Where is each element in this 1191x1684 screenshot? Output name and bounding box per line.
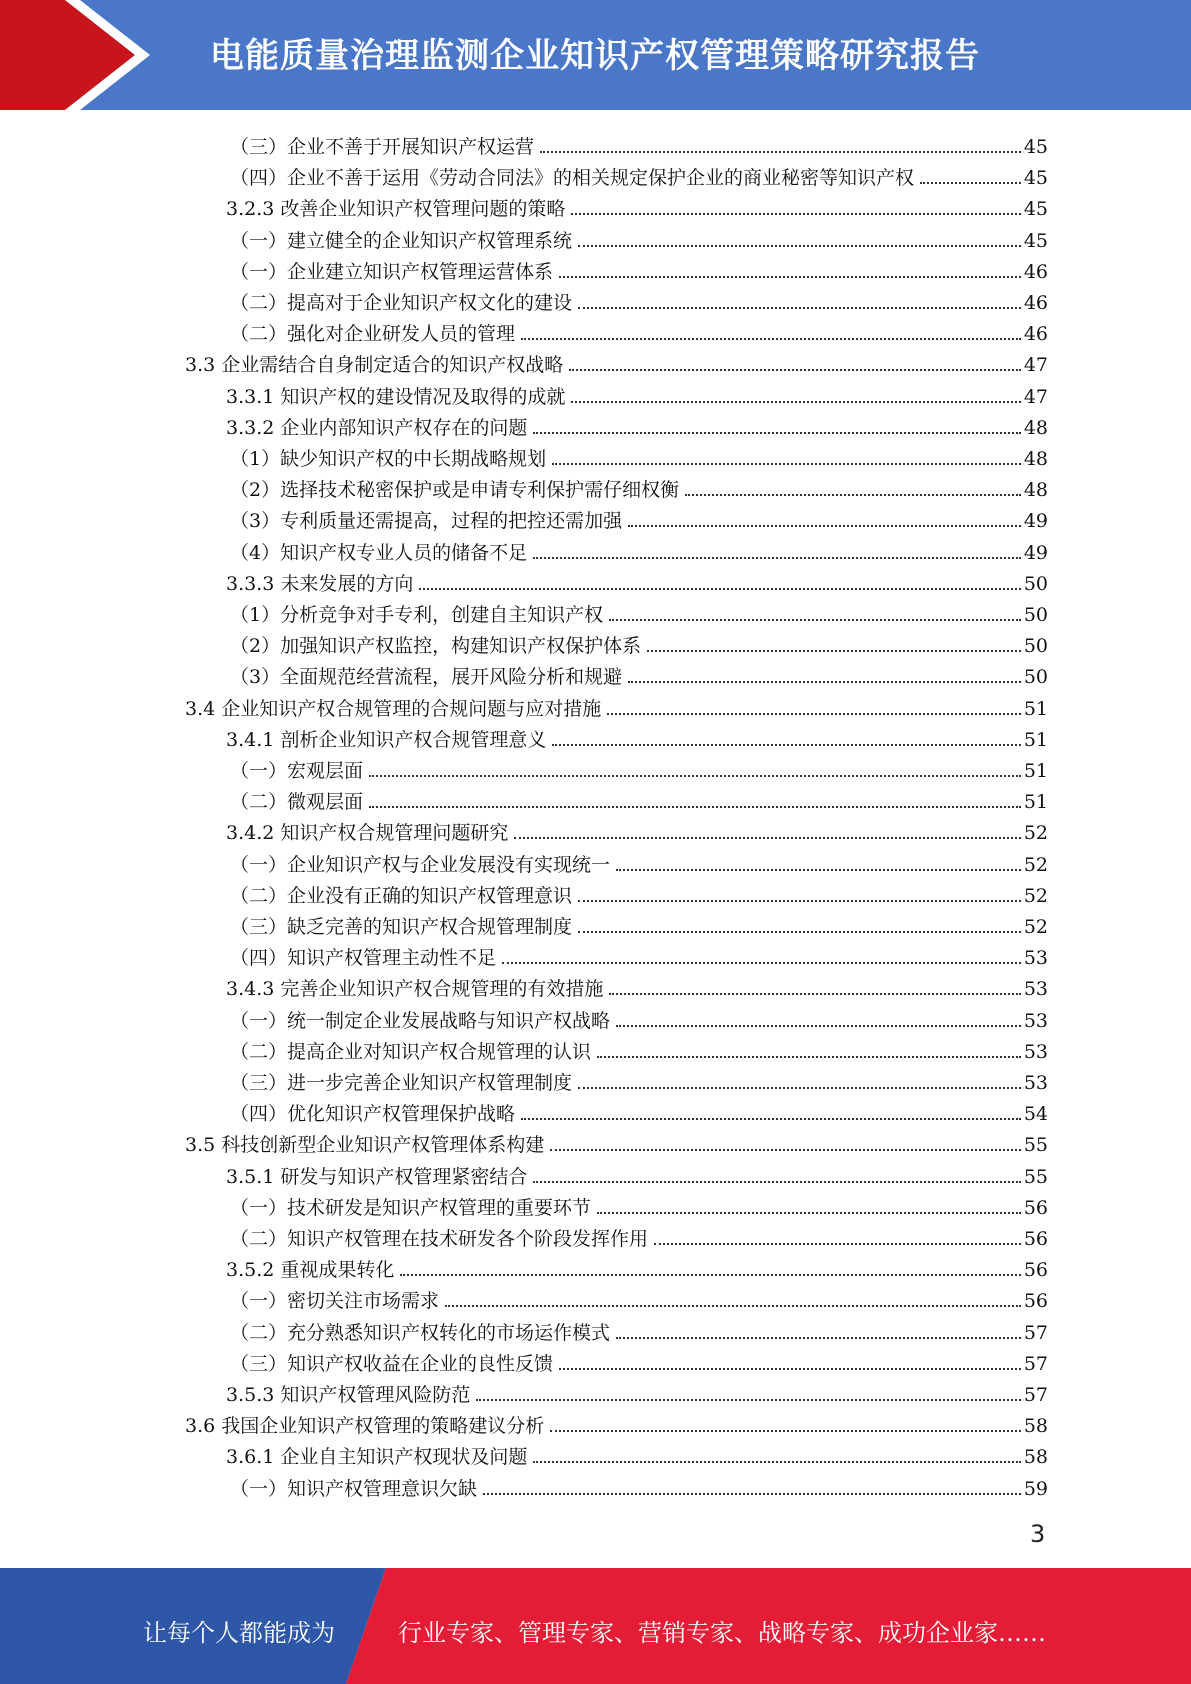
toc-entry-title: （一）宏观层面 xyxy=(230,760,364,782)
toc-dot-leader xyxy=(597,1056,1021,1058)
toc-entry-page: 48 xyxy=(1023,416,1048,439)
toc-dot-leader xyxy=(552,744,1020,746)
header-banner xyxy=(0,0,1191,110)
toc-entry-title: （三）进一步完善企业知识产权管理制度 xyxy=(230,1072,573,1094)
toc-entry[interactable] xyxy=(230,1002,1048,1033)
toc-entry[interactable] xyxy=(230,471,1048,502)
toc-entry-page: 50 xyxy=(1023,572,1048,595)
toc-dot-leader xyxy=(533,432,1020,434)
toc-entry[interactable] xyxy=(226,190,1048,221)
toc-entry-page: 48 xyxy=(1023,448,1048,470)
toc-entry[interactable] xyxy=(230,253,1048,284)
footer-slogan-left: 让每个人都能成为 xyxy=(143,1619,335,1647)
toc-entry-page: 55 xyxy=(1023,1165,1048,1188)
toc-entry-page: 51 xyxy=(1023,697,1048,720)
toc-entry-page: 52 xyxy=(1023,853,1048,876)
toc-dot-leader xyxy=(400,1274,1020,1276)
toc-dot-leader xyxy=(550,1430,1021,1432)
toc-entry[interactable] xyxy=(226,814,1048,845)
toc-dot-leader xyxy=(559,1368,1021,1370)
toc-dot-leader xyxy=(419,588,1020,590)
toc-dot-leader xyxy=(571,401,1020,403)
toc-dot-leader xyxy=(609,993,1020,995)
toc-dot-leader xyxy=(578,1087,1021,1089)
toc-entry-title: 3.4 企业知识产权合规管理的合规问题与应对措施 xyxy=(185,697,602,720)
toc-dot-leader xyxy=(578,245,1021,247)
toc-entry[interactable] xyxy=(230,1470,1048,1501)
toc-entry-title: 3.3.1 知识产权的建设情况及取得的成就 xyxy=(226,385,566,408)
toc-entry-page: 53 xyxy=(1023,1009,1048,1032)
toc-entry-title: （一）密切关注市场需求 xyxy=(230,1290,440,1313)
toc-entry[interactable] xyxy=(230,440,1048,471)
toc-entry-page: 51 xyxy=(1023,760,1048,782)
toc-entry-page: 45 xyxy=(1023,136,1048,158)
toc-entry-page: 53 xyxy=(1023,947,1048,970)
toc-entry-title: 3.4.2 知识产权合规管理问题研究 xyxy=(226,822,509,845)
toc-dot-leader xyxy=(533,1181,1020,1183)
toc-dot-leader xyxy=(597,1212,1021,1214)
toc-entry-page: 50 xyxy=(1023,666,1048,689)
toc-entry[interactable] xyxy=(230,1220,1048,1251)
toc-entry[interactable] xyxy=(230,846,1048,877)
toc-entry[interactable] xyxy=(230,315,1048,346)
toc-entry[interactable] xyxy=(230,222,1048,253)
toc-entry-page: 58 xyxy=(1023,1415,1048,1438)
document-title: 电能质量治理监测企业知识产权管理策略研究报告 xyxy=(210,36,980,76)
toc-entry-page: 52 xyxy=(1023,822,1048,845)
toc-dot-leader xyxy=(552,463,1021,465)
toc-dot-leader xyxy=(483,1493,1021,1495)
toc-dot-leader xyxy=(578,307,1021,309)
toc-entry-title: （四）企业不善于运用《劳动合同法》的相关规定保护企业的商业秘密等知识产权 xyxy=(230,167,915,190)
toc-entry-page: 58 xyxy=(1023,1446,1048,1469)
toc-dot-leader xyxy=(521,338,1021,340)
toc-dot-leader xyxy=(533,1461,1020,1463)
toc-entry-title: （二）提高企业对知识产权合规管理的认识 xyxy=(230,1040,592,1063)
toc-entry-title: 3.5.1 研发与知识产权管理紧密结合 xyxy=(226,1165,528,1188)
toc-entry[interactable] xyxy=(185,690,1048,721)
toc-entry-page: 55 xyxy=(1023,1134,1048,1157)
toc-entry-title: 3.4.1 剖析企业知识产权合规管理意义 xyxy=(226,728,547,751)
toc-entry-title: （四）知识产权管理主动性不足 xyxy=(230,947,497,970)
toc-dot-leader xyxy=(654,1243,1021,1245)
toc-entry-page: 56 xyxy=(1023,1259,1048,1282)
toc-entry-page: 49 xyxy=(1023,510,1048,533)
toc-entry-title: 3.6.1 企业自主知识产权现状及问题 xyxy=(226,1446,528,1469)
page-number: 3 xyxy=(1030,1520,1046,1548)
toc-entry-title: 3.5.3 知识产权管理风险防范 xyxy=(226,1384,471,1406)
toc-entry[interactable] xyxy=(226,565,1048,596)
toc-entry[interactable] xyxy=(226,378,1048,409)
toc-entry-title: （一）企业知识产权与企业发展没有实现统一 xyxy=(230,853,611,876)
toc-dot-leader xyxy=(616,1337,1021,1339)
toc-entry[interactable] xyxy=(230,159,1048,190)
toc-entry-page: 56 xyxy=(1023,1196,1048,1219)
toc-entry-title: （二）强化对企业研发人员的管理 xyxy=(230,323,516,346)
toc-entry-page: 47 xyxy=(1023,385,1048,408)
toc-entry-title: （二）提高对于企业知识产权文化的建设 xyxy=(230,292,573,314)
toc-entry[interactable] xyxy=(230,502,1048,533)
toc-entry-title: （2）加强知识产权监控，构建知识产权保护体系 xyxy=(230,635,642,658)
toc-entry-title: （3）专利质量还需提高，过程的把控还需加强 xyxy=(230,510,623,533)
arrow-decoration-icon xyxy=(0,0,200,110)
toc-entry-title: （一）建立健全的企业知识产权管理系统 xyxy=(230,229,573,252)
footer-slogan-right: 行业专家、管理专家、营销专家、战略专家、成功企业家…… xyxy=(398,1619,1046,1647)
toc-entry-page: 53 xyxy=(1023,1040,1048,1063)
toc-entry[interactable] xyxy=(230,658,1048,689)
toc-entry-page: 57 xyxy=(1023,1321,1048,1344)
toc-entry-page: 57 xyxy=(1023,1384,1048,1406)
toc-entry-title: 3.5.2 重视成果转化 xyxy=(226,1259,395,1282)
toc-dot-leader xyxy=(685,494,1021,496)
toc-entry[interactable] xyxy=(226,1251,1048,1282)
toc-entry-page: 52 xyxy=(1023,884,1048,907)
toc-entry-page: 45 xyxy=(1023,198,1048,221)
toc-entry[interactable] xyxy=(185,346,1048,377)
toc-entry[interactable] xyxy=(230,534,1048,565)
toc-entry[interactable] xyxy=(230,1314,1048,1345)
toc-entry[interactable] xyxy=(230,1282,1048,1313)
toc-entry-title: 3.6 我国企业知识产权管理的策略建议分析 xyxy=(185,1415,545,1438)
toc-entry[interactable] xyxy=(226,409,1048,440)
toc-entry-title: 3.3.2 企业内部知识产权存在的问题 xyxy=(226,416,528,439)
toc-entry-page: 46 xyxy=(1023,292,1048,314)
toc-dot-leader xyxy=(514,837,1020,839)
toc-entry-title: （三）缺乏完善的知识产权合规管理制度 xyxy=(230,916,573,938)
toc-dot-leader xyxy=(559,276,1021,278)
toc-entry[interactable] xyxy=(230,1033,1048,1064)
toc-entry-title: （四）优化知识产权管理保护战略 xyxy=(230,1103,516,1126)
toc-entry[interactable] xyxy=(185,1126,1048,1157)
toc-dot-leader xyxy=(571,213,1020,215)
toc-entry-page: 57 xyxy=(1023,1352,1048,1375)
toc-entry-title: （三）知识产权收益在企业的良性反馈 xyxy=(230,1352,554,1375)
toc-entry-page: 51 xyxy=(1023,791,1048,814)
toc-entry-title: （2）选择技术秘密保护或是申请专利保护需仔细权衡 xyxy=(230,479,680,502)
toc-entry[interactable] xyxy=(226,1158,1048,1189)
toc-entry-page: 50 xyxy=(1023,604,1048,626)
toc-entry-title: （4）知识产权专业人员的储备不足 xyxy=(230,541,528,564)
toc-entry-page: 45 xyxy=(1023,167,1048,190)
toc-entry-title: （二）微观层面 xyxy=(230,791,364,814)
toc-entry[interactable] xyxy=(230,128,1048,159)
toc-entry[interactable] xyxy=(230,1064,1048,1095)
toc-entry-page: 54 xyxy=(1023,1103,1048,1126)
toc-entry-title: 3.3 企业需结合自身制定适合的知识产权战略 xyxy=(185,354,564,377)
toc-entry-title: 3.5 科技创新型企业知识产权管理体系构建 xyxy=(185,1134,545,1157)
toc-dot-leader xyxy=(647,650,1021,652)
toc-entry-page: 48 xyxy=(1023,479,1048,502)
toc-entry-title: （二）充分熟悉知识产权转化的市场运作模式 xyxy=(230,1321,611,1344)
toc-entry[interactable] xyxy=(230,1345,1048,1376)
toc-dot-leader xyxy=(607,713,1021,715)
toc-entry[interactable] xyxy=(230,627,1048,658)
toc-entry-page: 50 xyxy=(1023,635,1048,658)
toc-entry[interactable] xyxy=(230,752,1048,783)
toc-entry-title: （一）技术研发是知识产权管理的重要环节 xyxy=(230,1196,592,1219)
toc-entry-page: 53 xyxy=(1023,978,1048,1001)
toc-entry[interactable] xyxy=(226,970,1048,1001)
toc-entry[interactable] xyxy=(230,908,1048,939)
toc-entry-title: 3.2.3 改善企业知识产权管理问题的策略 xyxy=(226,198,566,221)
toc-entry[interactable] xyxy=(230,877,1048,908)
toc-entry[interactable] xyxy=(230,939,1048,970)
toc-dot-leader xyxy=(569,369,1021,371)
toc-entry-title: （一）统一制定企业发展战略与知识产权战略 xyxy=(230,1009,611,1032)
toc-entry-page: 56 xyxy=(1023,1228,1048,1250)
toc-dot-leader xyxy=(369,775,1021,777)
toc-entry[interactable] xyxy=(230,284,1048,315)
toc-entry[interactable] xyxy=(226,1438,1048,1469)
toc-dot-leader xyxy=(540,151,1021,153)
toc-entry-page: 46 xyxy=(1023,323,1048,346)
toc-entry-title: （二）企业没有正确的知识产权管理意识 xyxy=(230,884,573,907)
toc-dot-leader xyxy=(628,681,1021,683)
toc-dot-leader xyxy=(628,525,1021,527)
toc-dot-leader xyxy=(369,806,1021,808)
toc-dot-leader xyxy=(578,900,1021,902)
toc-entry-page: 52 xyxy=(1023,916,1048,938)
toc-entry[interactable] xyxy=(230,1189,1048,1220)
toc-entry-page: 47 xyxy=(1023,354,1048,377)
footer-banner xyxy=(0,1568,1191,1684)
toc-entry-page: 46 xyxy=(1023,260,1048,283)
toc-dot-leader xyxy=(920,182,1021,184)
toc-entry-page: 49 xyxy=(1023,541,1048,564)
toc-dot-leader xyxy=(550,1149,1021,1151)
toc-entry[interactable] xyxy=(230,596,1048,627)
toc-entry-page: 56 xyxy=(1023,1290,1048,1313)
toc-entry-page: 51 xyxy=(1023,728,1048,751)
toc-entry-title: 3.3.3 未来发展的方向 xyxy=(226,572,414,595)
toc-entry[interactable] xyxy=(230,783,1048,814)
toc-entry[interactable] xyxy=(230,1095,1048,1126)
toc-dot-leader xyxy=(476,1399,1020,1401)
toc-entry-title: （一）知识产权管理意识欠缺 xyxy=(230,1477,478,1500)
toc-entry[interactable] xyxy=(226,721,1048,752)
toc-entry-page: 59 xyxy=(1023,1477,1048,1500)
toc-entry[interactable] xyxy=(226,1376,1048,1407)
toc-dot-leader xyxy=(609,619,1021,621)
toc-entry-title: （3）全面规范经营流程，展开风险分析和规避 xyxy=(230,666,623,689)
toc-entry-title: （1）缺少知识产权的中长期战略规划 xyxy=(230,448,547,470)
toc-entry-title: （1）分析竞争对手专利，创建自主知识产权 xyxy=(230,604,604,626)
toc-dot-leader xyxy=(533,557,1021,559)
toc-dot-leader xyxy=(502,962,1021,964)
toc-entry-title: 3.4.3 完善企业知识产权合规管理的有效措施 xyxy=(226,978,604,1001)
toc-dot-leader xyxy=(578,931,1021,933)
toc-dot-leader xyxy=(616,1025,1021,1027)
toc-dot-leader xyxy=(616,869,1021,871)
toc-entry-page: 53 xyxy=(1023,1072,1048,1094)
toc-entry-title: （一）企业建立知识产权管理运营体系 xyxy=(230,260,554,283)
toc-entry[interactable] xyxy=(185,1407,1048,1438)
toc-dot-leader xyxy=(445,1305,1021,1307)
toc-entry-title: （二）知识产权管理在技术研发各个阶段发挥作用 xyxy=(230,1228,649,1250)
toc-dot-leader xyxy=(521,1118,1021,1120)
toc-entry-page: 45 xyxy=(1023,229,1048,252)
toc-entry-title: （三）企业不善于开展知识产权运营 xyxy=(230,136,535,158)
